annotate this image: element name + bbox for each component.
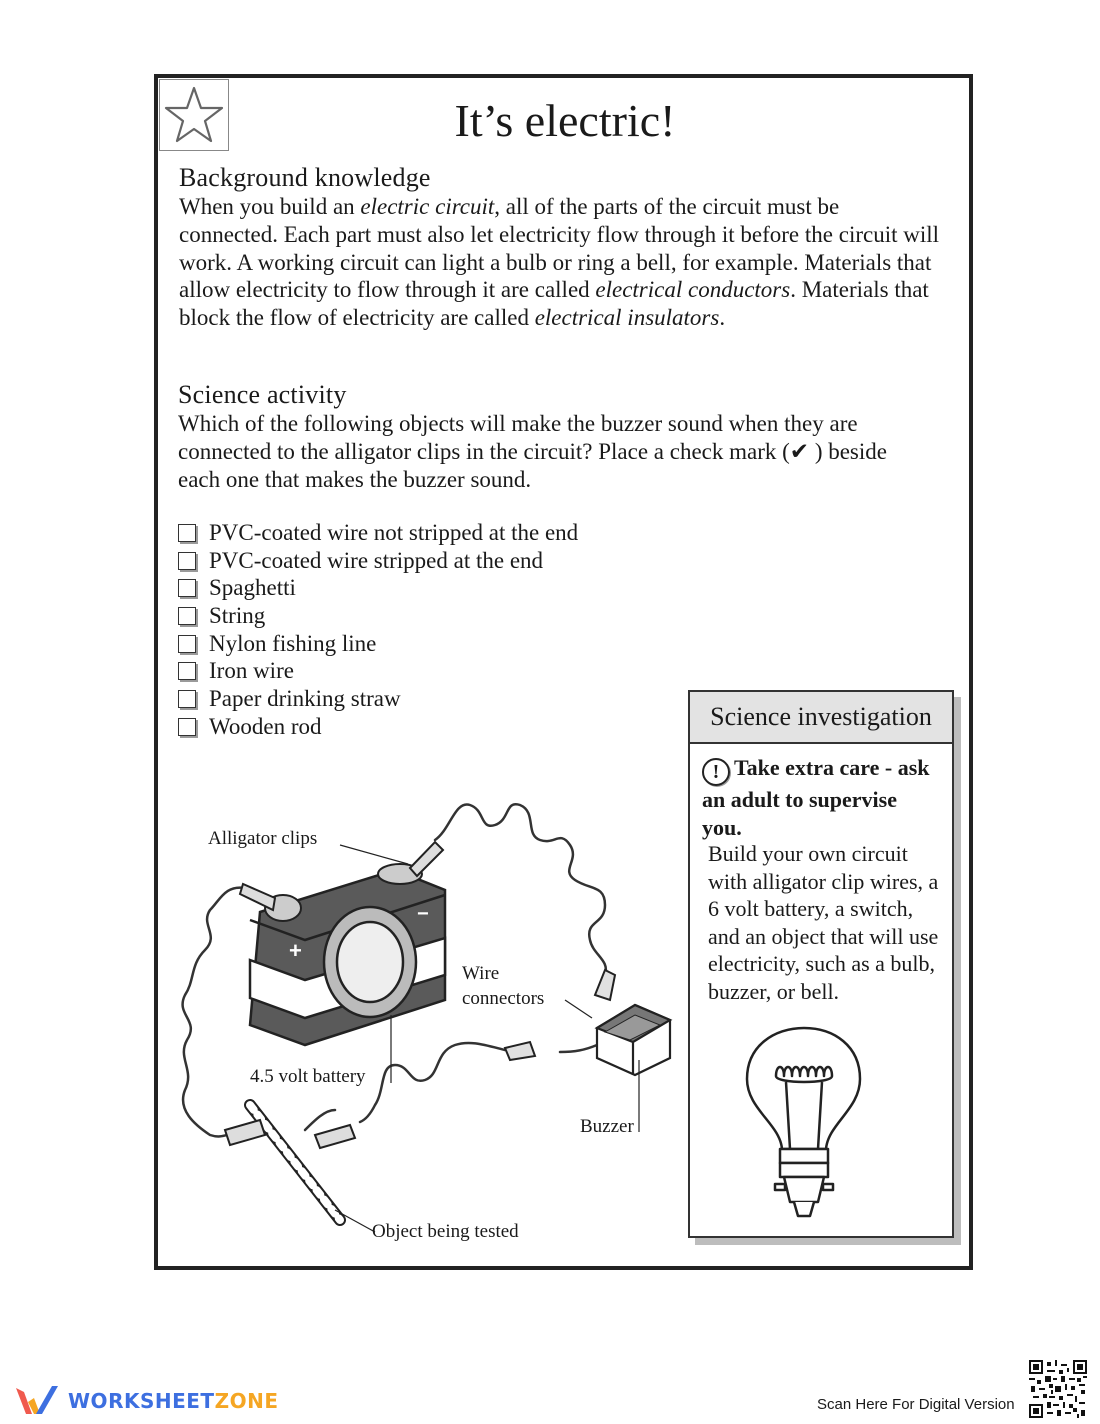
checkbox[interactable] [178,718,196,736]
worksheetzone-logo-icon [14,1384,62,1418]
label-wire-connectors: connectors [462,988,545,1009]
star-icon [160,80,228,150]
battery-minus-sign: − [417,903,429,925]
activity-instructions: Which of the following objects will make the buzzer sound when they are connected to the alligator clips in the circuit? Place a check mark (✔ ) beside each one that makes the buzzer sound. [178,411,887,492]
brand-name: WORKSHEETZONE [68,1389,279,1413]
object-checklist [178,519,578,741]
term-electrical-insulators: electrical insulators [534,305,720,331]
checklist-item[interactable]: PVC-coated wire not stripped at the end [178,519,578,547]
investigation-heading: Science investigation [690,692,952,744]
warning-icon: ! [702,758,730,786]
light-bulb-icon [742,1024,866,1224]
label-object-being-tested: Object being tested [372,1221,519,1242]
label-alligator-clips: Alligator clips [208,828,318,849]
checkbox[interactable] [178,552,196,570]
page-title: It’s electric! [454,95,676,146]
qr-code-icon[interactable] [1029,1360,1087,1418]
background-heading: Background knowledge [179,163,431,192]
brand-logo [14,1383,278,1419]
activity-heading: Science activity [178,380,347,409]
investigation-text: Build your own circuit with alligator clip wires, a 6 volt battery, a switch, and an object that will use electricity, such as a bulb, buzzer, or bell. [708,841,939,1004]
label-buzzer: Buzzer [580,1116,634,1137]
checklist-item[interactable]: Iron wire [178,657,578,685]
wire-middle [360,1043,505,1122]
alligator-clip-right [378,842,443,884]
wire-left [183,888,245,1137]
checkbox[interactable] [178,607,196,625]
investigation-box [688,690,954,1238]
object-tested-icon [225,1105,355,1220]
checkbox[interactable] [178,524,196,542]
checklist-item[interactable]: PVC-coated wire stripped at the end [178,547,578,575]
checklist-item[interactable]: Wooden rod [178,713,578,741]
battery-plus-sign: + [289,938,302,963]
scan-caption: Scan Here For Digital Version [817,1396,1015,1413]
checkbox[interactable] [178,690,196,708]
term-electrical-conductors: electrical conductors [595,277,791,303]
buzzer-icon [597,1005,670,1075]
term-electric-circuit: electric circuit [360,194,495,219]
checklist-item[interactable]: String [178,602,578,630]
circuit-illustration [165,790,685,1260]
label-wire: Wire [462,963,500,984]
checklist-item[interactable]: Paper drinking straw [178,685,578,713]
checkbox[interactable] [178,662,196,680]
wire-bottom [305,1110,335,1130]
checkbox[interactable] [178,579,196,597]
wire-right [560,1045,597,1052]
wire-top [435,804,606,975]
checklist-item[interactable]: Spaghetti [178,574,578,602]
star-box [159,79,229,151]
caution-note: ! Take extra care - ask an adult to supervise you. [702,755,930,840]
checkbox[interactable] [178,635,196,653]
alligator-clip-left [240,884,301,921]
checklist-item[interactable]: Nylon fishing line [178,630,578,658]
background-text: When you build an electric circuit, all of the parts of the circuit must be connected. Each part must also let electricity flow through it before the circuit will work. A working circuit can light a bulb or ring a bell, for example. Materials that allow electricity to flow through it are called electrical conductors. Materials that block the flow of electricity are called electrical insulators. [179,194,940,331]
label-battery: 4.5 volt battery [250,1066,366,1087]
